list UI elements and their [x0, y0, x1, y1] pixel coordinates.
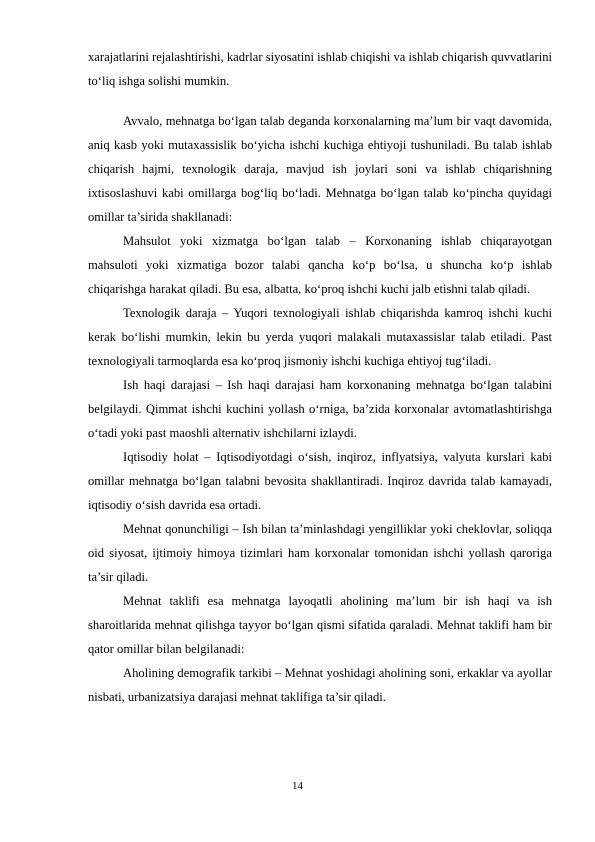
paragraph-product-demand: Mahsulot yoki xizmatga bo‘lgan talab – Korxonaning ishlab chiqarayotgan mahsuloti yoki xizmatiga bozor talabi qancha ko‘p bo‘lsa, u shuncha ko‘p ishlab chiqarishga harakat qiladi. Bu esa, albatta, ko‘proq ishchi kuchi jalb etishni talab qiladi.: [88, 234, 552, 296]
body-text: [88, 45, 552, 709]
paragraph-technology-level: Texnologik daraja – Yuqori texnologiyali ishlab chiqarishda kamroq ishchi kuchi kerak bo‘lishi mumkin, lekin bu yerda yuqori malakali mutaxassislar talab etiladi. Past texnologiyali tarmoqlarda esa ko‘proq jismoniy ishchi kuchiga ehtiyoj tug‘iladi.: [88, 306, 552, 368]
paragraph-labor-supply: Mehnat taklifi esa mehnatga layoqatli aholining ma’lum bir ish haqi va ish sharoitlarida mehnat qilishga tayyor bo‘lgan qismi sifatida qaraladi. Mehnat taklifi ham bir qator omillar bilan belgilanadi:: [88, 594, 552, 656]
page-number: 14: [292, 780, 303, 792]
paragraph-wage-level: Ish haqi darajasi – Ish haqi darajasi ham korxonaning mehnatga bo‘lgan talabini belgilaydi. Qimmat ishchi kuchini yollash o‘rniga, ba’zida korxonalar avtomatlashtirishga o‘tadi yoki past maoshli alternativ ishchilarni izlaydi.: [88, 378, 552, 440]
paragraph-labor-legislation: Mehnat qonunchiligi – Ish bilan ta’minlashdagi yengilliklar yoki cheklovlar, soliqqa oid siyosat, ijtimoiy himoya tizimlari ham korxonalar tomonidan ishchi yollash qaroriga ta’sir qiladi.: [88, 522, 552, 584]
paragraph-demographics: Aholining demografik tarkibi – Mehnat yoshidagi aholining soni, erkaklar va ayollar nisbati, urbanizatsiya darajasi mehnat taklifiga ta’sir qiladi.: [88, 666, 552, 704]
paragraph-economic-state: Iqtisodiy holat – Iqtisodiyotdagi o‘sish, inqiroz, inflyatsiya, valyuta kurslari kabi omillar mehnatga bo‘lgan talabni bevosita shakllantiradi. Inqiroz davrida talab kamayadi, iqtisodiy o‘sish davrida esa ortadi.: [88, 450, 552, 512]
paragraph-labor-demand-definition: Avvalo, mehnatga bo‘lgan talab deganda korxonalarning ma’lum bir vaqt davomida, aniq kasb yoki mutaxassislik bo‘yicha ishchi kuchiga ehtiyoji tushuniladi. Bu talab ishlab chiqarish hajmi, texnologik daraja, mavjud ish joylari soni va ishlab chiqarishning ixtisoslashuvi kabi omillarga bog‘liq bo‘ladi. Mehnatga bo‘lgan talab ko‘pincha quyidagi omillar ta’sirida shakllanadi:: [88, 114, 552, 224]
paragraph-continuation: xarajatlarini rejalashtirishi, kadrlar siyosatini ishlab chiqishi va ishlab chiqarish quvvatlarini to‘liq ishga solishi mumkin.: [88, 50, 552, 88]
